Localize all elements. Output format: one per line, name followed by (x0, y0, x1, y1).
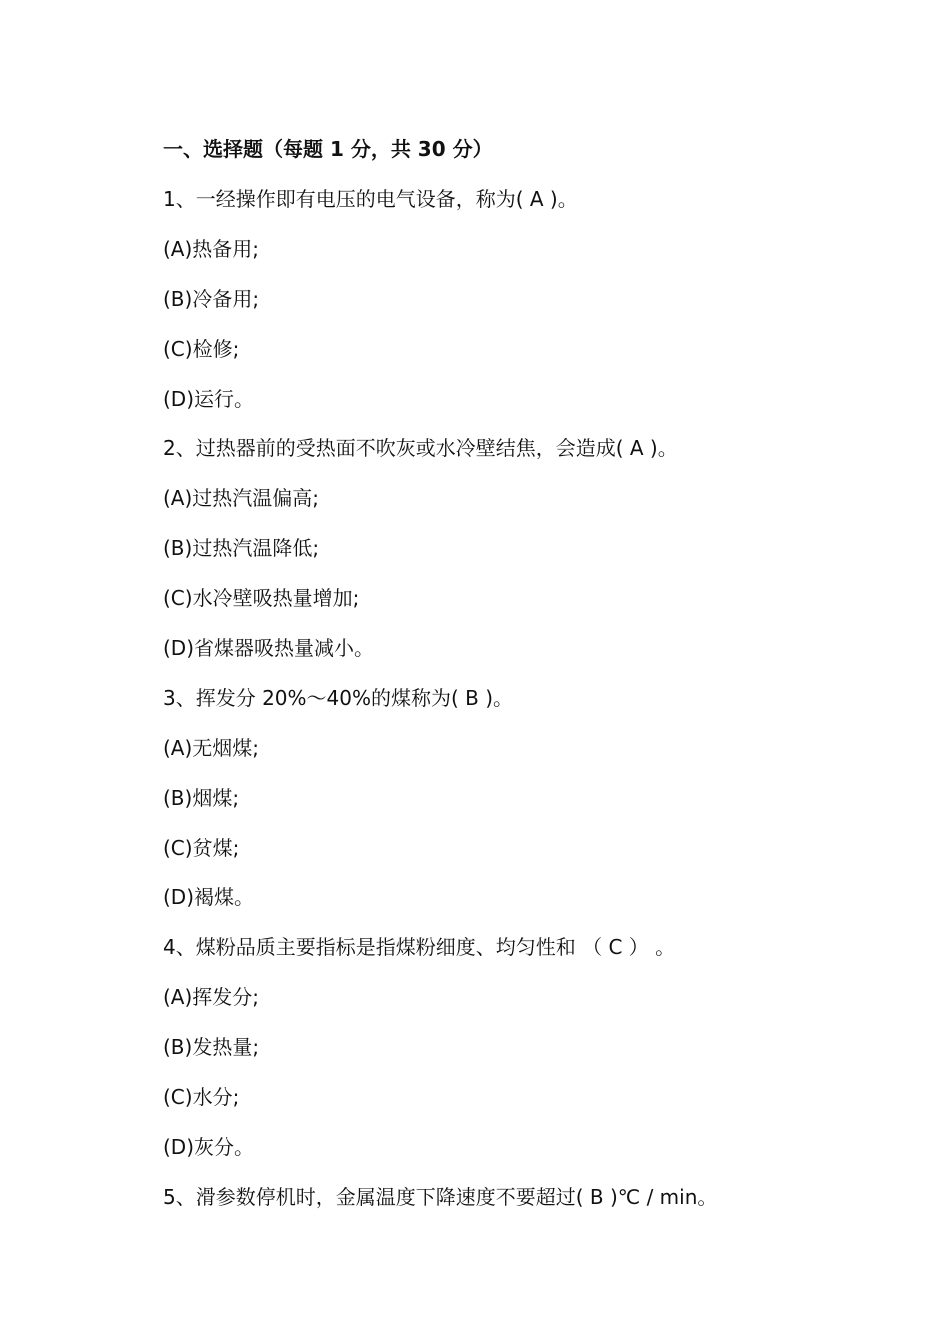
answer-option: (A)过热汽温偏高; (163, 486, 320, 511)
answer-option: (B)发热量; (163, 1035, 260, 1060)
answer-option: (D)省煤器吸热量减小。 (163, 636, 375, 661)
answer-option: (A)挥发分; (163, 985, 260, 1010)
answer-option: (B)过热汽温降低; (163, 536, 320, 561)
answer-option: (D)运行。 (163, 386, 255, 411)
answer-option: (A)热备用; (163, 236, 260, 261)
question-stem: 4、煤粉品质主要指标是指煤粉细度、均匀性和 （ C ） 。 (163, 935, 676, 960)
section-title: 一、选择题（每题 1 分，共 30 分） (163, 137, 493, 161)
question-list (163, 186, 923, 1234)
answer-option: (B)冷备用; (163, 286, 260, 311)
answer-option: (C)水分; (163, 1085, 240, 1110)
answer-option: (B)烟煤; (163, 785, 240, 810)
answer-option: (A)无烟煤; (163, 735, 260, 760)
question-stem: 2、过热器前的受热面不吹灰或水冷壁结焦，会造成( A )。 (163, 436, 678, 461)
question-stem: 3、挥发分 20%～40%的煤称为( B )。 (163, 685, 514, 710)
question-stem: 1、一经操作即有电压的电气设备，称为( A )。 (163, 187, 578, 211)
answer-option: (C)水冷壁吸热量增加; (163, 586, 360, 611)
answer-option: (C)检修; (163, 336, 240, 361)
answer-option: (C)贫煤; (163, 835, 240, 860)
answer-option: (D)褐煤。 (163, 885, 255, 910)
question-stem: 5、滑参数停机时，金属温度下降速度不要超过( B )℃ / min。 (163, 1184, 718, 1209)
answer-option: (D)灰分。 (163, 1134, 255, 1159)
